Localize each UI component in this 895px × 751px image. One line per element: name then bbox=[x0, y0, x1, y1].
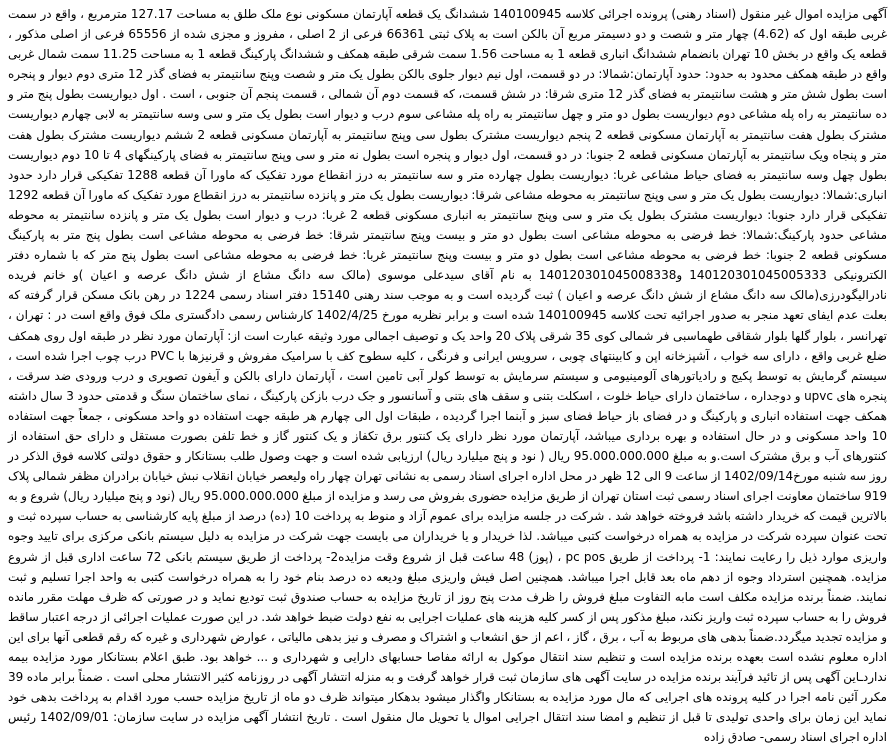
auction-notice-text: آگهی مزایده اموال غیر منقول (اسناد رهنی) پرونده اجرائی کلاسه 140100945 ششدانگ یک قطعه آپارتمان مسکونی نوع ملک طلق به مساحت 127.17 مترمربع ، واقع در سمت غربی طبقه اول که (4.62) چهار متر و شصت و دو دسیمتر مربع آن بالکن است به پلاک ثبتی 66361 فرعی از 2 اصلی ، مفروز و مجزی شده از 65556 فرعی از اصلی مذکور ، قطعه یک واقع در بخش 10 تهران بانضمام ششدانگ انباری قطعه 1 به مساحت 1.56 سمت شرقی طبقه همکف و ششدانگ پارکینگ قطعه 1 به مساحت 11.25 سمت شمال غربی واقع در طبقه همکف محدود به حدود: حدود آپارتمان:شمالا: در دو قسمت، اول نیم دیوار جلوی بالکن بطول یک متر و شصت وپنج سانتیمتر به فضای گذر 12 متری دوم دیوار و پنجره است بطول شش متر و هشت سانتیمتر به فضای گذر 12 متری شرقا: در شش قسمت، که قسمت دوم آن شمالی ، قسمت پنجم آن جنوبی ، است . اول دیواریست بطول پنج متر و ده سانتیمتر به راه پله مشاعی دوم دیواریست بطول دو متر و چهل سانتیمتر به راه پله مشاعی سوم درب و دیوار است بطول یک متر و سی وسه سانتیمتر به لابی چهارم دیواریست مشترک بطول هفت سانتیمتر به آپارتمان مسکونی قطعه 2 پنجم دیواریست مشترک بطول سی وپنج سانتیمتر به آپارتمان مسکونی قطعه 2 ششم دیواریست مشترک بطول هفت متر و پنجاه ویک سانتیمتر به آپارتمان مسکونی قطعه 2 جنوبا: در دو قسمت، اول دیوار و پنجره است بطول نه متر و سی وپنج سانتیمتر به فضای پارکینگهای 4 تا 10 دوم دیواریست بطول چهل وسه سانتیمتر به فضای حیاط مشاعی غربا: دیواریست بطول چهارده متر و سه سانتیمتر به درز انقطاع مورد تفکیک که ماورا آن قطعه 1288 تفکیکی قرار دارد حدود انباری:شمالا: دیواریست بطول یک متر و سی وپنج سانتیمتر به محوطه مشاعی شرقا: دیواریست بطول یک متر و پانزده سانتیمتر به درز انقطاع مورد تفکیک که ماورا آن قطعه 1292 تفکیکی قرار دارد جنوبا: دیواریست مشترک بطول یک متر و سی وپنج سانتیمتر به انباری مسکونی قطعه 2 غربا: درب و دیوار است بطول یک متر و پانزده سانتیمتر به محوطه مشاعی حدود پارکینگ:شمالا: خط فرضی به محوطه مشاعی است بطول دو متر و بیست وپنج سانتیمتر شرقا: خط فرضی به محوطه مشاعی است بطول پنج متر به پارکینگ مسکونی قطعه 2 جنوبا: خط فرضی به محوطه مشاعی است بطول دو متر و بیست وپنج سانتیمتر غربا: خط فرضی به محوطه مشاعی است بطول پنج متر که با شماره دفتر الکترونیکی 140120301045005333 و140120301045008338 به نام آقای سیدعلی موسوی (مالک سه دانگ مشاع از شش دانگ عرصه و اعیان )و خانم فریده نادرالیگودرزی(مالک سه دانگ مشاع از شش دانگ عرصه و اعیان ) ثبت گردیده است و به موجب سند رهنی 15140 دفتر اسناد رسمی 1224 در رهن بانک مسکن قرار گرفته که بعلت عدم ایفای تعهد منجر به صدور اجرائیه تحت کلاسه 140100945 شده است و برابر نظریه مورخ 1402/4/25 کارشناس رسمی دادگستری ملک فوق واقع است در : تهران ، تهرانسر ، بلوار گلها بلوار شقاقی طهماسبی فر شمالی کوی 35 شرقی پلاک 20 واحد یک و توصیف اجمالی مورد وثیقه عبارت است از: آپارتمان مورد نظر در طبقه اول روی همکف ضلع غربی واقع ، دارای سه خواب ، آشپزخانه اپن و کابینتهای چوبی ، سرویس ایرانی و فرنگی ، کلیه سطوح کف با سرامیک مفروش و قرنیزها با PVC درب چوب اجرا شده است ، سیستم گرمایش به توسط پکیج و رادیاتورهای آلومینیومی و سیستم سرمایش به توسط کولر آبی تامین است ، آپارتمان دارای بالکن و آیفون تصویری و درب ورودی ضد سرقت ، پنجره های upvc و دوجداره ، ساختمان دارای حیاط خلوت ، اسکلت بتنی و سقف های بتنی و آسانسور و جک درب بازکن پارکینگ ، نمای ساختمان سنگ و قدمتی حدود 3 سال داشته همکف جهت استفاده انباری و پارکینگ و در فضای باز حیاط فضای سبز و آبنما اجرا گردیده ، طبقات اول الی چهارم هر طبقه جهت استفاده دو واحد مسکونی ، جمعاً جهت استفاده 10 واحد مسکونی و در حال استفاده و بهره برداری میباشد، آپارتمان مورد نظر دارای یک کنتور برق تکفاز و یک کنتور گاز و خط تلفن بصورت مستقل و دارای حق استفاده از کنتورهای آب و برق مشترک است.و به مبلغ 95.000.000.000 ریال ( نود و پنج میلیارد ریال) ارزیابی شده است و جهت وصول طلب بستانکار و حقوق دولتی کلاسه فوق الذکر در روز سه شنبه مورخ1402/09/14 از ساعت 9 الی 12 ظهر در محل اداره اجرای اسناد رسمی به نشانی تهران چهار راه ولیعصر خیابان انقلاب نبش خیابان برادران مظفر شمالی پلاک 919 ساختمان معاونت اجرای اسناد رسمی ثبت استان تهران از طریق مزایده حضوری بفروش می رسد و مزایده از مبلغ 95.000.000.000 ریال (نود و پنج میلیارد ریال) شروع و به بالاترین قیمت که خریدار داشته باشد فروخته خواهد شد . شرکت در جلسه مزایده برای عموم آزاد و منوط به پرداخت 10 (ده) درصد از مبلغ پایه کارشناسی به حساب سپرده ثبت و تحت عنوان سپرده شرکت در مزایده به همراه درخواست کتبی میباشد. لذا خریدار و یا خریداران می بایست جهت شرکت در مزایده به دلیل سیستم بانکی مرکزی برای تایید وجوه واریزی موارد ذیل را رعایت نمایند: 1- پرداخت از طریق pc pos ، (پوز) 48 ساعت قبل از شروع وقت مزایده2- پرداخت از طریق سیستم بانکی 72 ساعت اداری قبل از شروع مزایده. همچنین استرداد وجوه از دهم ماه بعد قابل اجرا میباشد. همچنین اصل فیش واریزی مبلغ ودیعه ده درصد بنام خود را به همراه درخواست کتبی به واحد اجرا تسلیم و ثبت نمایند. ضمناً برنده مزایده مکلف است مابه التفاوت مبلغ فروش را ظرف مدت پنج روز از تاریخ مزایده به حساب صندوق ثبت تودیع نماید و در صورتی که ظرف مهلت مقرر مانده فروش را به حساب سپرده ثبت واریز نکند، مبلغ مذکور پس از کسر کلیه هزینه های عملیات اجرایی به نفع دولت ضبط خواهد شد. در این صورت عملیات اجرائی از درجه اعتبار ساقط و مزایده تجدید میگردد.ضمناً بدهی های مربوط به آب ، برق ، گاز ، اعم از حق انشعاب و اشتراک و مصرف و نیز بدهی مالیاتی ، عوارض شهرداری و غیره که رقم قطعی آنها برای این اداره معلوم نشده است بعهده برنده مزایده است و تنظیم سند انتقال موکول به ارائه مفاصا حسابهای دارایی و شهرداری و ... خواهد بود. طبق اعلام بستانکار مورد مزایده بیمه نداردـاین آگهی پس از تائید فرآیند برنده مزایده در سایت آگهی های سازمان ثبت قرار خواهد گرفت و به منزله انتشار آگهی در روزنامه کثیر الانتشار محلی است . ضمناً برابر ماده 39 مکرر آئین نامه اجرا در کلیه پرونده های اجرایی که مال مورد مزایده به بستانکار واگذار میشود بدهکار میتواند ظرف دو ماه از تاریخ مزایده حسب مورد اقدام به پرداخت بدهی خود نماید این زمان برای واحدی تولیدی تا قبل از تنظیم و امضا سند انتقال اجرایی اموال یا تحویل مال منقول است . تاریخ انتشار آگهی مزایده در سایت سازمان: 1402/09/01 رئیس اداره اجرای اسناد رسمی- صادق زاده bbox=[8, 7, 888, 745]
